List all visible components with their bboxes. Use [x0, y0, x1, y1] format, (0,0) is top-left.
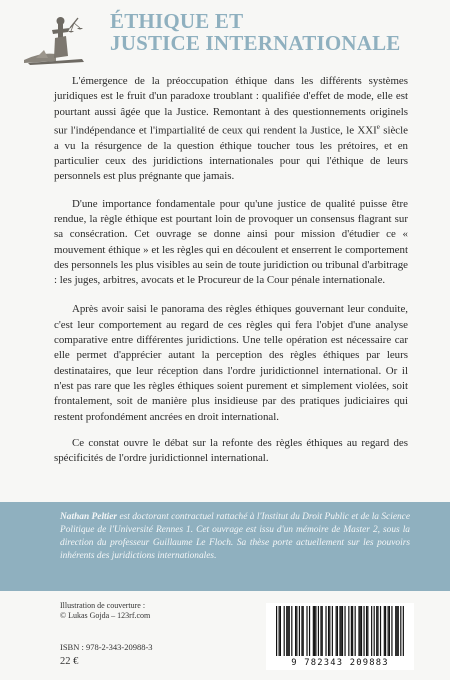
barcode-bar	[377, 606, 378, 656]
author-bio-text: est doctorant contractuel rattaché à l'Institut du Droit Public et de la Science Politique de l'Université Rennes 1. Cet ouvrage est issu d'un mémoire de Master 2, sous la direction du professeur Guillaume Le Floch. Sa thèse porte actuellement sur les pouvoirs inhérents des juridictions internationales.	[60, 512, 410, 561]
barcode-bar	[325, 606, 326, 656]
barcode-bar	[286, 606, 287, 656]
barcode-bar	[336, 606, 337, 656]
barcode-bar	[289, 606, 290, 656]
barcode-bar	[318, 606, 319, 656]
paragraph-1	[54, 74, 408, 185]
barcode-bar	[329, 606, 330, 656]
barcode-bar	[301, 606, 302, 656]
barcode-bar	[385, 606, 386, 656]
barcode-bar	[337, 606, 338, 656]
barcode-bar	[303, 606, 304, 656]
barcode-bar	[320, 606, 321, 656]
paragraph-1-part-a: L'émergence de la préoccupation éthique dans les différents systèmes juridiques est le fruit d'un paradoxe troublant : qualifiée d'effet de mode, elle est pourtant aussi âgée que la Justice. Remontant à des questionnements originels sur l'indépendance et l'impartialité de ceux qui rendent la Justice, le XXI	[54, 75, 408, 137]
barcode-bar	[388, 606, 389, 656]
barcode-bar	[363, 606, 364, 656]
barcode-bar	[374, 606, 375, 656]
barcode-bar	[351, 606, 352, 656]
barcode-bar	[398, 606, 399, 656]
barcode-bar	[344, 606, 345, 656]
barcode-bar	[355, 606, 356, 656]
barcode-bar	[309, 606, 310, 656]
author-bio-band	[0, 502, 450, 591]
barcode-bar	[306, 606, 307, 656]
barcode-bar	[403, 606, 404, 656]
barcode-bar	[380, 606, 381, 656]
title-line-2: JUSTICE INTERNATIONALE	[110, 31, 401, 55]
barcode-bar	[315, 606, 316, 656]
barcode-bar	[367, 606, 368, 656]
barcode-bar	[400, 606, 401, 656]
barcode-bar	[391, 606, 392, 656]
barcode-bar	[339, 606, 340, 656]
century-superscript: e	[376, 122, 380, 131]
author-bio	[60, 511, 410, 563]
cover-credits	[60, 601, 150, 621]
paragraph-2: D'une importance fondamentale pour qu'une justice de qualité puisse être rendue, la règle éthique est pourtant loin de provoquer un consensus flagrant sur sa consécration. Cet ouvrage se donne ainsi pour mission d'étudier ce « mouvement éthique » et les règles qui en découlent et enserrent le comportement des personnels les plus visibles au sein de toute juridiction ou tribunal d'arbitrage : les juges, arbitres, avocats et le Procureur de la Cour pénale internationale.	[54, 197, 408, 287]
barcode-bar	[376, 606, 377, 656]
title-line-1: ÉTHIQUE ET	[110, 9, 244, 33]
barcode-bar	[295, 606, 296, 656]
barcode-bar	[313, 606, 314, 656]
barcode-bar	[371, 606, 372, 656]
book-title	[110, 10, 401, 54]
barcode-bar	[341, 606, 342, 656]
barcode-bar	[284, 606, 285, 656]
barcode-bar	[384, 606, 385, 656]
barcode-bar	[361, 606, 362, 656]
credits-line-1: Illustration de couverture :	[60, 601, 146, 610]
barcode-bar	[358, 606, 359, 656]
barcode-bar	[395, 606, 396, 656]
barcode-bar	[389, 606, 390, 656]
barcode-bar	[299, 606, 300, 656]
price: 22 €	[60, 656, 79, 667]
barcode-bar	[279, 606, 280, 656]
isbn: ISBN : 978-2-343-20988-3	[60, 642, 153, 652]
barcode-bar	[332, 606, 333, 656]
barcode	[266, 603, 414, 661]
barcode-bar	[314, 606, 315, 656]
barcode-bar	[280, 606, 281, 656]
paragraph-1-part-b: siècle a vu la résurgence de la question éthique toucher tous les prétoires, et en particulier ceux des juridictions internationales pour qui l'éthique de leurs personnels est plus prégnante que jamais.	[54, 124, 409, 183]
barcode-bar	[342, 606, 343, 656]
lady-justice-statue-icon	[22, 14, 88, 66]
barcode-number: 9 782343 209883	[266, 658, 414, 670]
barcode-bar	[360, 606, 361, 656]
barcode-bar	[396, 606, 397, 656]
barcode-bar	[276, 606, 277, 656]
barcode-bar	[296, 606, 297, 656]
back-cover-text	[54, 74, 408, 478]
author-name: Nathan Peltier	[60, 512, 118, 522]
barcode-bar	[328, 606, 329, 656]
paragraph-4: Ce constat ouvre le débat sur la refonte des règles éthiques au regard des spécificités de l'ordre juridictionnel international.	[54, 436, 408, 465]
barcode-bar	[366, 606, 367, 656]
barcode-bar	[348, 606, 349, 656]
credits-line-2: © Lukas Gojda – 123rf.com	[60, 611, 151, 620]
barcode-bar	[352, 606, 353, 656]
barcode-bar	[291, 606, 292, 656]
paragraph-3: Après avoir saisi le panorama des règles éthiques gouvernant leur conduite, c'est leur comportement au regard de ces règles qui fera l'objet d'une analyse comparative entre différentes juridictions. Une telle opération est nécessaire car elle permet d'apprécier autant la perception des règles éthiques par leurs destinataires, que leur réception dans l'ordre juridictionnel international. Or il n'est pas rare que les règles éthiques soient purement et simplement violées, soit frontalement, soit de manière plus insidieuse par des pratiques judiciaires qui restent profondément ancrées en droit international.	[54, 303, 408, 423]
barcode-bar	[287, 606, 288, 656]
barcode-bar	[322, 606, 323, 656]
